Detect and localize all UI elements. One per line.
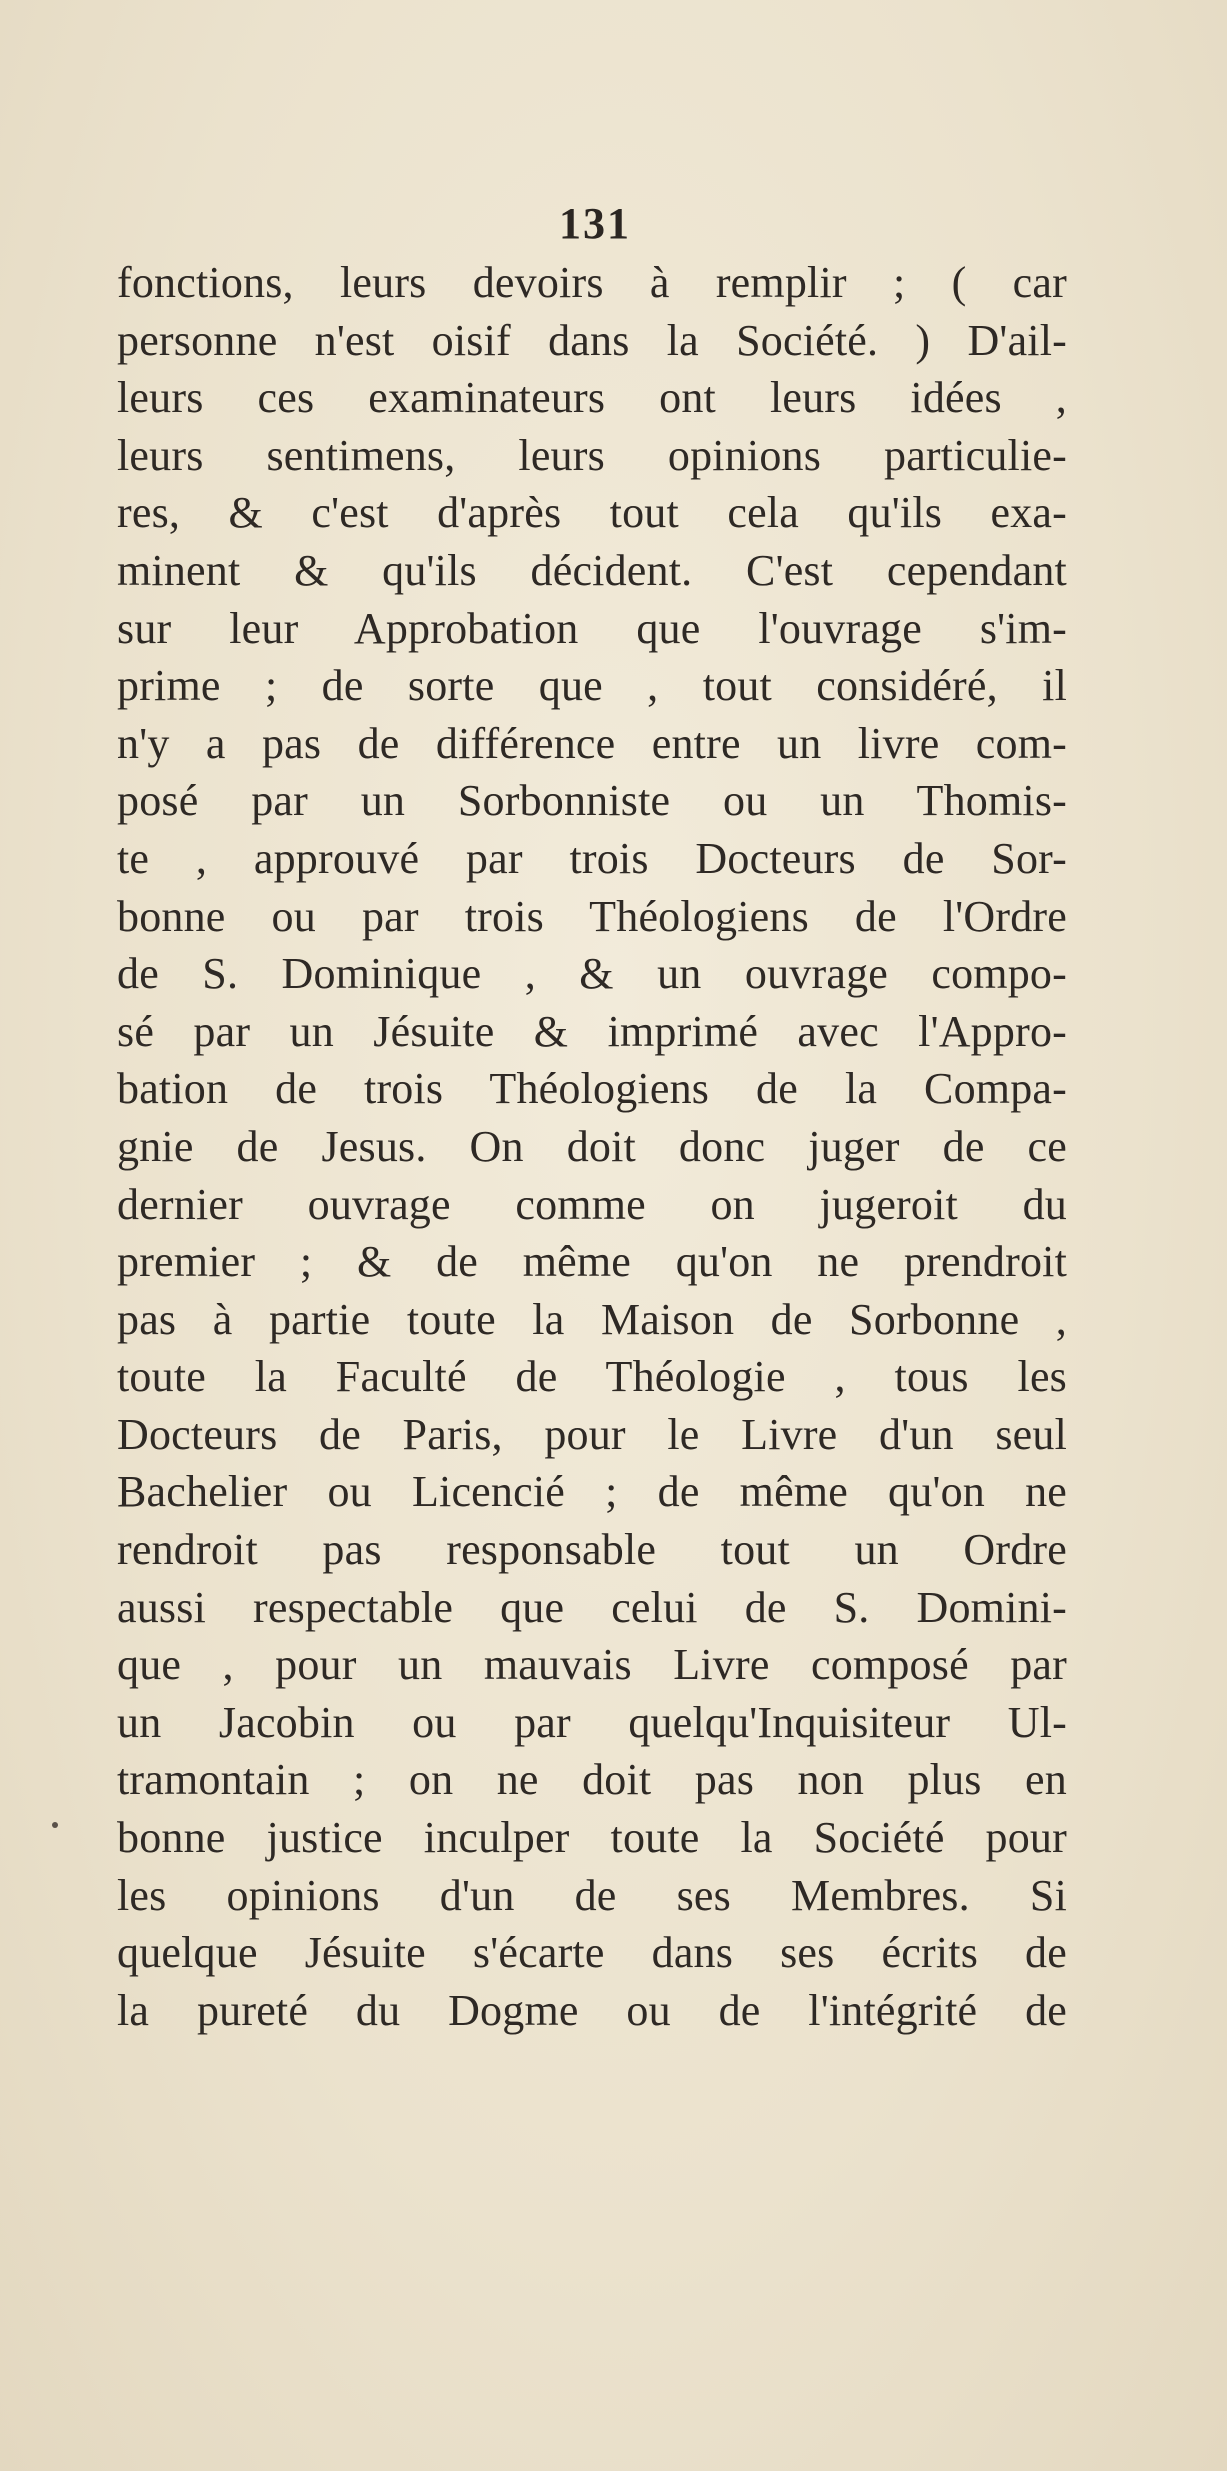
text-line: leurs sentimens, leurs opinions particulie- [117, 430, 1067, 480]
text-line: un Jacobin ou par quelqu'Inquisiteur Ul- [117, 1697, 1067, 1747]
text-line: toute la Faculté de Théologie , tous les [117, 1352, 1067, 1402]
text-line: pas à partie toute la Maison de Sorbonne , [117, 1294, 1067, 1344]
text-line: Docteurs de Paris, pour le Livre d'un seul [117, 1409, 1067, 1459]
text-line: que , pour un mauvais Livre composé par [117, 1640, 1067, 1690]
margin-mark [52, 1822, 58, 1828]
text-line: minent & qu'ils décident. C'est cependant [117, 545, 1067, 595]
text-line: bonne justice inculper toute la Société pour [117, 1813, 1067, 1863]
text-line: premier ; & de même qu'on ne prendroit [117, 1237, 1067, 1287]
text-line: res, & c'est d'après tout cela qu'ils exa- [117, 488, 1067, 538]
text-line: gnie de Jesus. On doit donc juger de ce [117, 1121, 1067, 1171]
text-line: n'y a pas de différence entre un livre com- [117, 718, 1067, 768]
text-line: fonctions, leurs devoirs à remplir ; ( car [117, 258, 1067, 307]
text-line: la pureté du Dogme ou de l'intégrité de [117, 1985, 1067, 2035]
body-text [117, 254, 1067, 2039]
text-line: les opinions d'un de ses Membres. Si [117, 1870, 1067, 1920]
text-line: Bachelier ou Licencié ; de même qu'on ne [117, 1467, 1067, 1517]
text-line: bation de trois Théologiens de la Compa- [117, 1064, 1067, 1114]
text-line: quelque Jésuite s'écarte dans ses écrits de [117, 1928, 1067, 1978]
text-line: tramontain ; on ne doit pas non plus en [117, 1755, 1067, 1805]
text-line: leurs ces examinateurs ont leurs idées , [117, 373, 1067, 423]
text-line: sé par un Jésuite & imprimé avec l'Appro- [117, 1006, 1067, 1056]
text-line: rendroit pas responsable tout un Ordre [117, 1525, 1067, 1575]
page-number: 131 [559, 199, 631, 248]
text-line: bonne ou par trois Théologiens de l'Ordre [117, 891, 1067, 941]
text-line: personne n'est oisif dans la Société. ) D'ail- [117, 315, 1067, 365]
text-line: posé par un Sorbonniste ou un Thomis- [117, 776, 1067, 826]
text-line: aussi respectable que celui de S. Domini- [117, 1582, 1067, 1632]
text-line: sur leur Approbation que l'ouvrage s'im- [117, 603, 1067, 653]
text-line: de S. Dominique , & un ouvrage compo- [117, 949, 1067, 999]
text-line: prime ; de sorte que , tout considéré, il [117, 661, 1067, 711]
text-line: te , approuvé par trois Docteurs de Sor- [117, 833, 1067, 883]
text-line: dernier ouvrage comme on jugeroit du [117, 1179, 1067, 1229]
